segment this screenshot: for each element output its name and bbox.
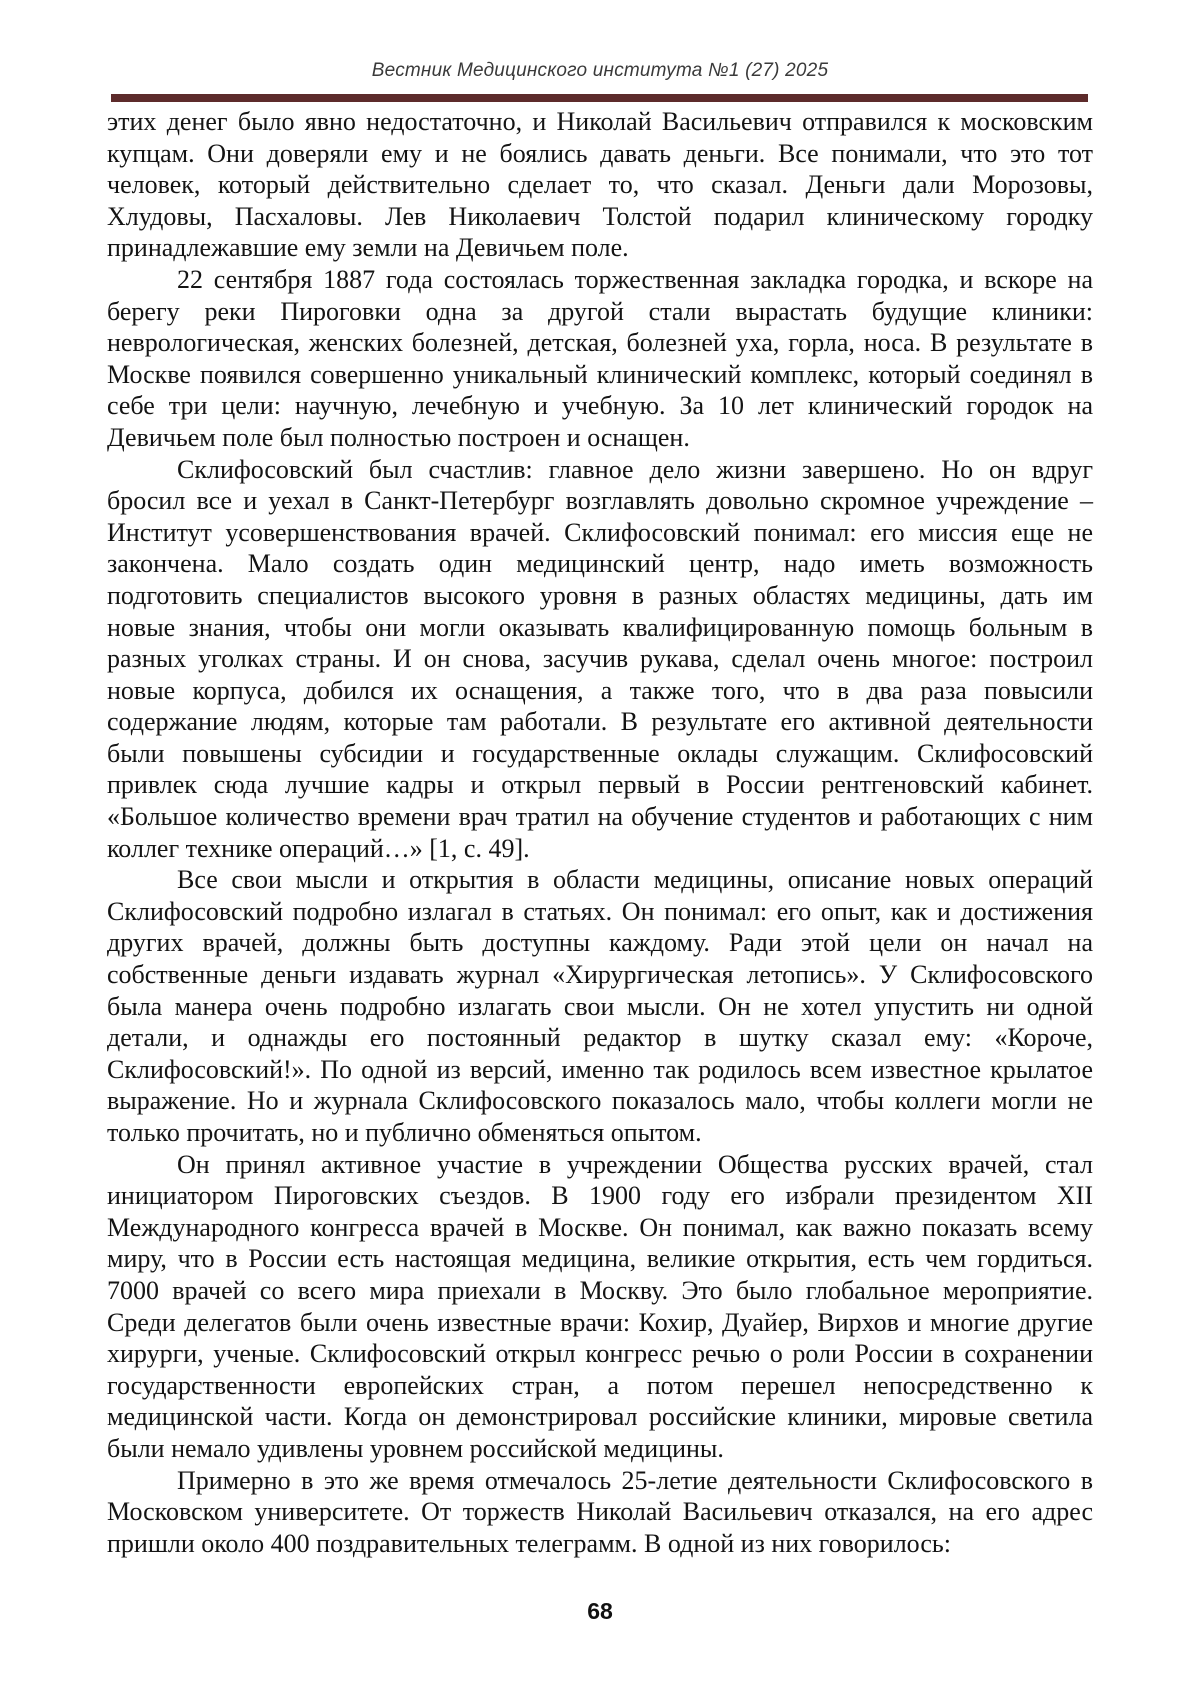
paragraph: этих денег было явно недостаточно, и Николай Васильевич отправился к московским купцам. Они доверяли ему и не боялись давать деньги. Все понимали, что это тот человек, который действительно сделает то, что сказал. Деньги дали Морозовы, Хлудовы, Пасхаловы. Лев Николаевич Толстой подарил клиническому городку принадлежавшие ему земли на Девичьем поле.: [107, 107, 1093, 263]
paragraph: Склифосовский был счастлив: главное дело жизни завершено. Но он вдруг бросил все и уехал в Санкт-Петербург возглавлять довольно скромное учреждение – Институт усовершенствования врачей. Склифосовский понимал: его миссия еще не закончена. Мало создать один медицинский центр, надо иметь возможность подготовить специалистов высокого уровня в разных областях медицины, дать им новые знания, чтобы они могли оказывать квалифицированную помощь больным в разных уголках страны. И он снова, засучив рукава, сделал очень многое: построил новые корпуса, добился их оснащения, а также того, что в два раза повысили содержание людям, которые там работали. В результате его активной деятельности были повышены субсидии и государственные оклады служащим. Склифосовский привлек сюда лучшие кадры и открыл первый в России рентгеновский кабинет. «Большое количество времени врач тратил на обучение студентов и работающих с ним коллег технике операций…» [1, с. 49].: [107, 454, 1093, 863]
paragraph: Примерно в это же время отмечалось 25-летие деятельности Склифосовского в Московском университете. От торжеств Николай Васильевич отказался, на его адрес пришли около 400 поздравительных телеграмм. В одной из них говорилось:: [107, 1465, 1093, 1558]
article-body: [107, 106, 1093, 1559]
paragraph: Он принял активное участие в учреждении Общества русских врачей, стал инициатором Пироговских съездов. В 1900 году его избрали президентом XII Международного конгресса врачей в Москве. Он понимал, как важно показать всему миру, что в России есть настоящая медицина, великие открытия, есть чем гордиться. 7000 врачей со всего мира приехали в Москву. Это было глобальное мероприятие. Среди делегатов были очень известные врачи: Кохир, Дуайер, Вирхов и многие другие хирурги, ученые. Склифосовский открыл конгресс речью о роли России в сохранении государственности европейских стран, а потом перешел непосредственно к медицинской части. Когда он демонстрировал российские клиники, мировые светила были немало удивлены уровнем российской медицины.: [107, 1149, 1093, 1463]
paragraph: 22 сентября 1887 года состоялась торжественная закладка городка, и вскоре на берегу реки Пироговки одна за другой стали вырастать будущие клиники: неврологическая, женских болезней, детская, болезней уха, горла, носа. В результате в Москве появился совершенно уникальный клинический комплекс, который соединял в себе три цели: научную, лечебную и учебную. За 10 лет клинический городок на Девичьем поле был полностью построен и оснащен.: [107, 264, 1093, 452]
page-number: 68: [587, 1598, 613, 1624]
paragraph: Все свои мысли и открытия в области медицины, описание новых операций Склифосовский подробно излагал в статьях. Он понимал: его опыт, как и достижения других врачей, должны быть доступны каждому. Ради этой цели он начал на собственные деньги издавать журнал «Хирургическая летопись». У Склифосовского была манера очень подробно излагать свои мысли. Он не хотел упустить ни одной детали, и однажды его постоянный редактор в шутку сказал ему: «Короче, Склифосовский!». По одной из версий, именно так родилось всем известное крылатое выражение. Но и журнала Склифосовского показалось мало, чтобы коллеги могли не только прочитать, но и публично обменяться опытом.: [107, 865, 1093, 1147]
header-divider-rule: [111, 94, 1088, 102]
journal-running-head: Вестник Медицинского института №1 (27) 2025: [371, 60, 829, 81]
